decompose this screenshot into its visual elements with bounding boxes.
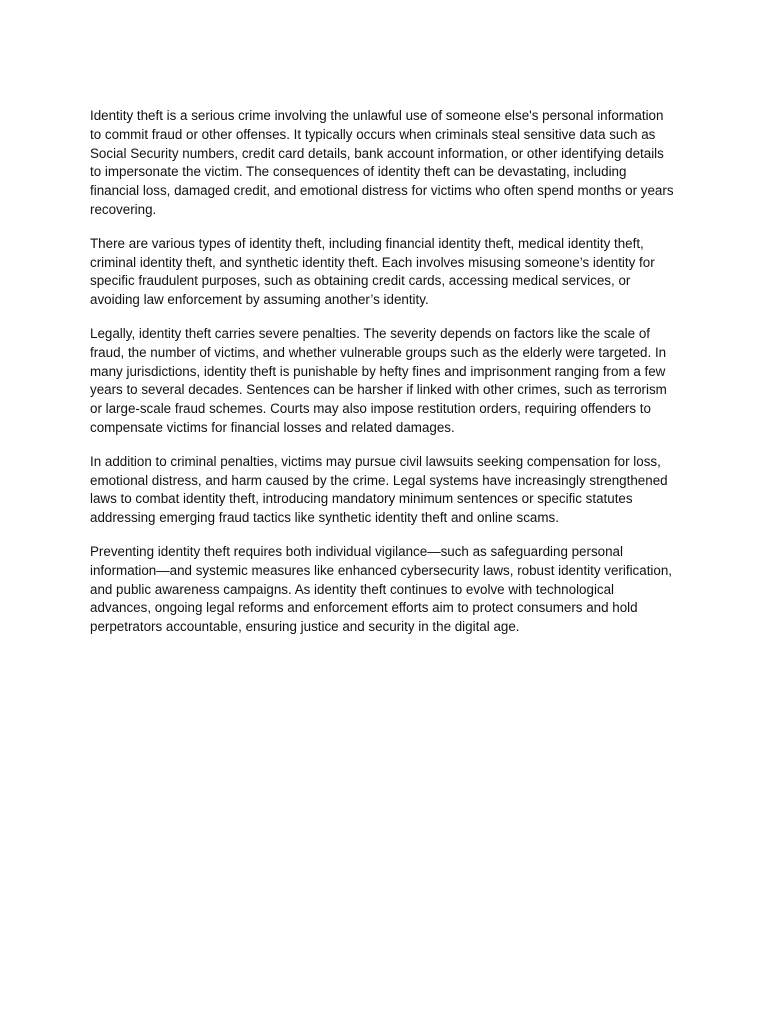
paragraph-penalties: Legally, identity theft carries severe penalties. The severity depends on factors like the scale of fraud, the number of victims, and whether vulnerable groups such as the elderly were targeted. In many jurisdictions, identity theft is punishable by hefty fines and imprisonment ranging from a few years to several decades. Sentences can be harsher if linked with other crimes, such as terrorism or large-scale fraud schemes. Courts may also impose restitution orders, requiring offenders to compensate victims for financial losses and related damages. bbox=[90, 325, 667, 435]
paragraph-overview: Identity theft is a serious crime involving the unlawful use of someone else's personal information to commit fraud or other offenses. It typically occurs when criminals steal sensitive data such as Social Security numbers, credit card details, bank account information, or other identifying details to impersonate the victim. The consequences of identity theft can be devastating, including financial loss, damaged credit, and emotional distress for victims who often spend months or years recovering. bbox=[90, 108, 674, 217]
paragraph-civil-remedies: In addition to criminal penalties, victims may pursue civil lawsuits seeking compensation for loss, emotional distress, and harm caused by the crime. Legal systems have increasingly strengthened laws to combat identity theft, introducing mandatory minimum sentences or specific statutes addressing emerging fraud tactics like synthetic identity theft and online scams. bbox=[90, 453, 668, 526]
paragraph-types: There are various types of identity theft, including financial identity theft, medical identity theft, criminal identity theft, and synthetic identity theft. Each involves misusing someone’s identity for specific fraudulent purposes, such as obtaining credit cards, accessing medical services, or avoiding law enforcement by assuming another’s identity. bbox=[90, 235, 655, 308]
paragraph-prevention: Preventing identity theft requires both individual vigilance—such as safeguarding personal information—and systemic measures like enhanced cybersecurity laws, robust identity verification, and public awareness campaigns. As identity theft continues to evolve with technological advances, ongoing legal reforms and enforcement efforts aim to protect consumers and hold perpetrators accountable, ensuring justice and security in the digital age. bbox=[90, 543, 673, 635]
